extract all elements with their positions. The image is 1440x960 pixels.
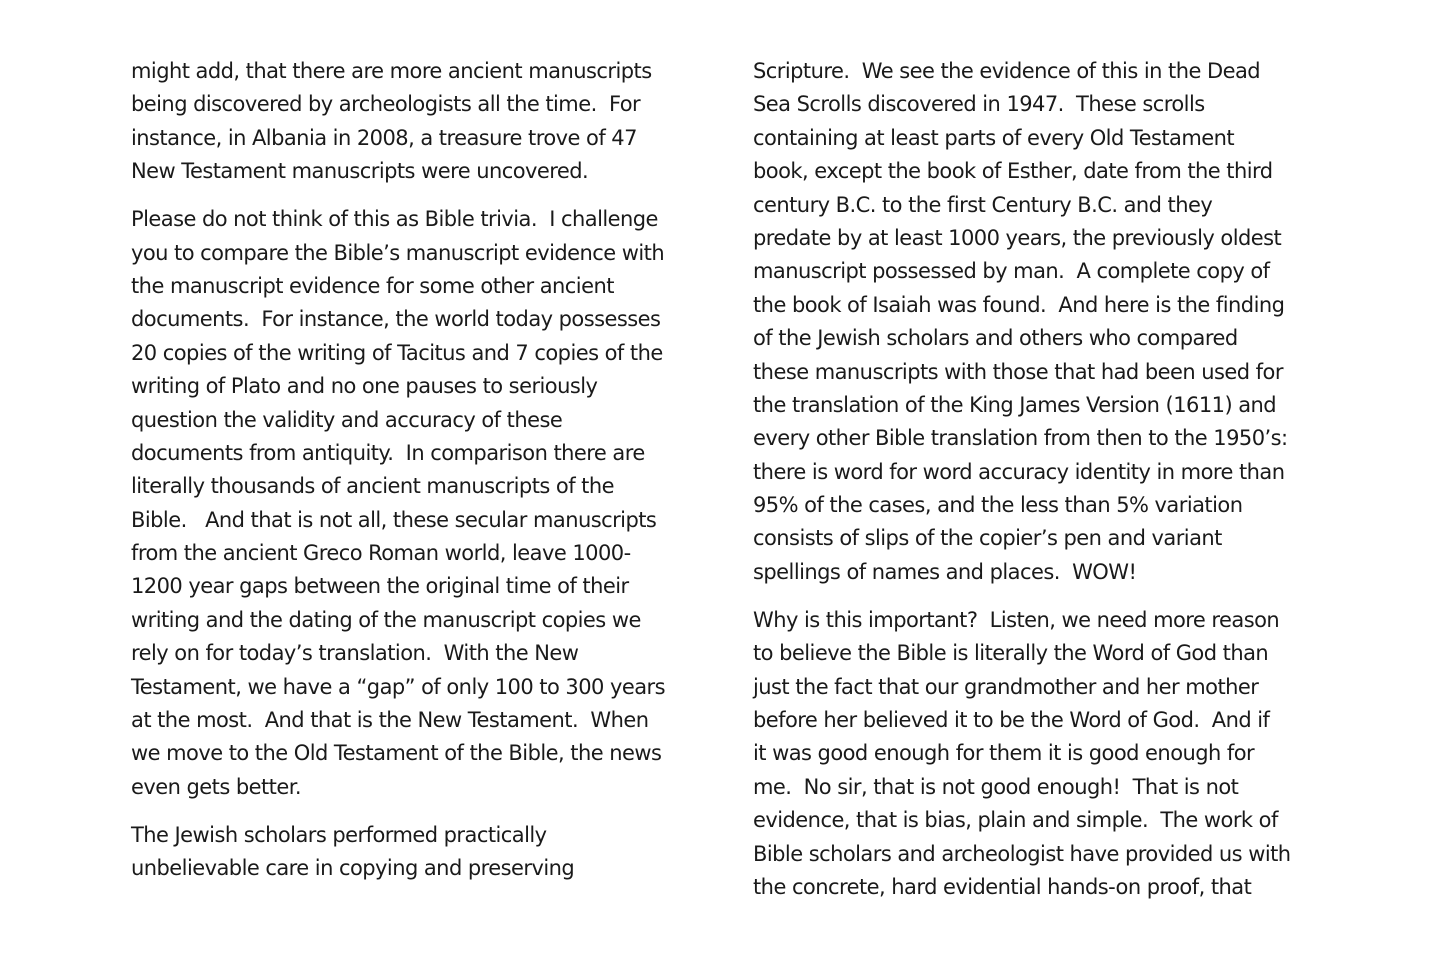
text-line: predate by at least 1000 years, the previously oldest bbox=[753, 225, 1282, 250]
text-line: The Jewish scholars performed practically bbox=[131, 822, 547, 847]
text-line: writing of Plato and no one pauses to seriously bbox=[131, 374, 598, 399]
text-line: Sea Scrolls discovered in 1947. These scrolls bbox=[753, 92, 1205, 117]
text-line: unbelievable care in copying and preserving bbox=[131, 856, 575, 881]
text-line: you to compare the Bible’s manuscript evidence with bbox=[131, 240, 665, 265]
text-line: spellings of names and places. WOW! bbox=[753, 559, 1137, 584]
right-column bbox=[753, 55, 1333, 919]
text-line: 1200 year gaps between the original time of their bbox=[131, 574, 629, 599]
text-line: these manuscripts with those that had been used for bbox=[753, 359, 1283, 384]
text-line: of the Jewish scholars and others who compared bbox=[753, 326, 1238, 351]
text-line: Bible scholars and archeologist have provided us with bbox=[753, 841, 1291, 866]
text-line: it was good enough for them it is good enough for bbox=[753, 741, 1255, 766]
text-line: evidence, that is bias, plain and simple. The work of bbox=[753, 808, 1278, 833]
paragraph bbox=[131, 819, 711, 886]
text-line: documents. For instance, the world today possesses bbox=[131, 307, 661, 332]
text-line: the manuscript evidence for some other ancient bbox=[131, 273, 614, 298]
text-line: literally thousands of ancient manuscripts of the bbox=[131, 474, 614, 499]
paragraph bbox=[131, 203, 711, 804]
text-line: writing and the dating of the manuscript copies we bbox=[131, 607, 641, 632]
paragraph bbox=[753, 55, 1333, 589]
text-line: being discovered by archeologists all the time. For bbox=[131, 92, 641, 117]
text-line: from the ancient Greco Roman world, leave 1000- bbox=[131, 541, 631, 566]
text-line: New Testament manuscripts were uncovered. bbox=[131, 159, 589, 184]
paragraph bbox=[753, 604, 1333, 905]
text-line: even gets better. bbox=[131, 774, 302, 799]
text-line: might add, that there are more ancient manuscripts bbox=[131, 59, 652, 83]
text-line: the translation of the King James Version (1611) and bbox=[753, 392, 1277, 417]
text-line: rely on for today’s translation. With the New bbox=[131, 641, 579, 666]
text-line: there is word for word accuracy identity in more than bbox=[753, 459, 1285, 484]
text-line: documents from antiquity. In comparison there are bbox=[131, 440, 645, 465]
text-line: manuscript possessed by man. A complete copy of bbox=[753, 259, 1270, 284]
text-line: the concrete, hard evidential hands-on proof, that bbox=[753, 874, 1252, 899]
text-line: Scripture. We see the evidence of this in the Dead bbox=[753, 59, 1261, 83]
text-line: Bible. And that is not all, these secular manuscripts bbox=[131, 507, 657, 532]
text-line: containing at least parts of every Old Testament bbox=[753, 125, 1235, 150]
text-line: question the validity and accuracy of these bbox=[131, 407, 563, 432]
text-line: Why is this important? Listen, we need more reason bbox=[753, 607, 1280, 632]
text-line: before her believed it to be the Word of God. And if bbox=[753, 708, 1270, 733]
text-line: century B.C. to the first Century B.C. and they bbox=[753, 192, 1213, 217]
left-column bbox=[131, 55, 711, 900]
text-line: 95% of the cases, and the less than 5% variation bbox=[753, 493, 1243, 518]
text-line: 20 copies of the writing of Tacitus and 7 copies of the bbox=[131, 340, 663, 365]
text-line: book, except the book of Esther, date from the third bbox=[753, 159, 1273, 184]
text-line: every other Bible translation from then to the 1950’s: bbox=[753, 426, 1288, 451]
paragraph bbox=[131, 55, 711, 189]
text-line: the book of Isaiah was found. And here is the finding bbox=[753, 292, 1285, 317]
text-line: consists of slips of the copier’s pen and variant bbox=[753, 526, 1222, 551]
text-line: me. No sir, that is not good enough! That is not bbox=[753, 774, 1239, 799]
text-line: Testament, we have a “gap” of only 100 to 300 years bbox=[131, 674, 665, 699]
text-line: Please do not think of this as Bible trivia. I challenge bbox=[131, 207, 658, 232]
text-line: just the fact that our grandmother and her mother bbox=[753, 674, 1259, 699]
text-line: we move to the Old Testament of the Bible, the news bbox=[131, 741, 662, 766]
text-line: instance, in Albania in 2008, a treasure trove of 47 bbox=[131, 125, 637, 150]
text-line: to believe the Bible is literally the Word of God than bbox=[753, 641, 1269, 666]
text-line: at the most. And that is the New Testament. When bbox=[131, 708, 649, 733]
